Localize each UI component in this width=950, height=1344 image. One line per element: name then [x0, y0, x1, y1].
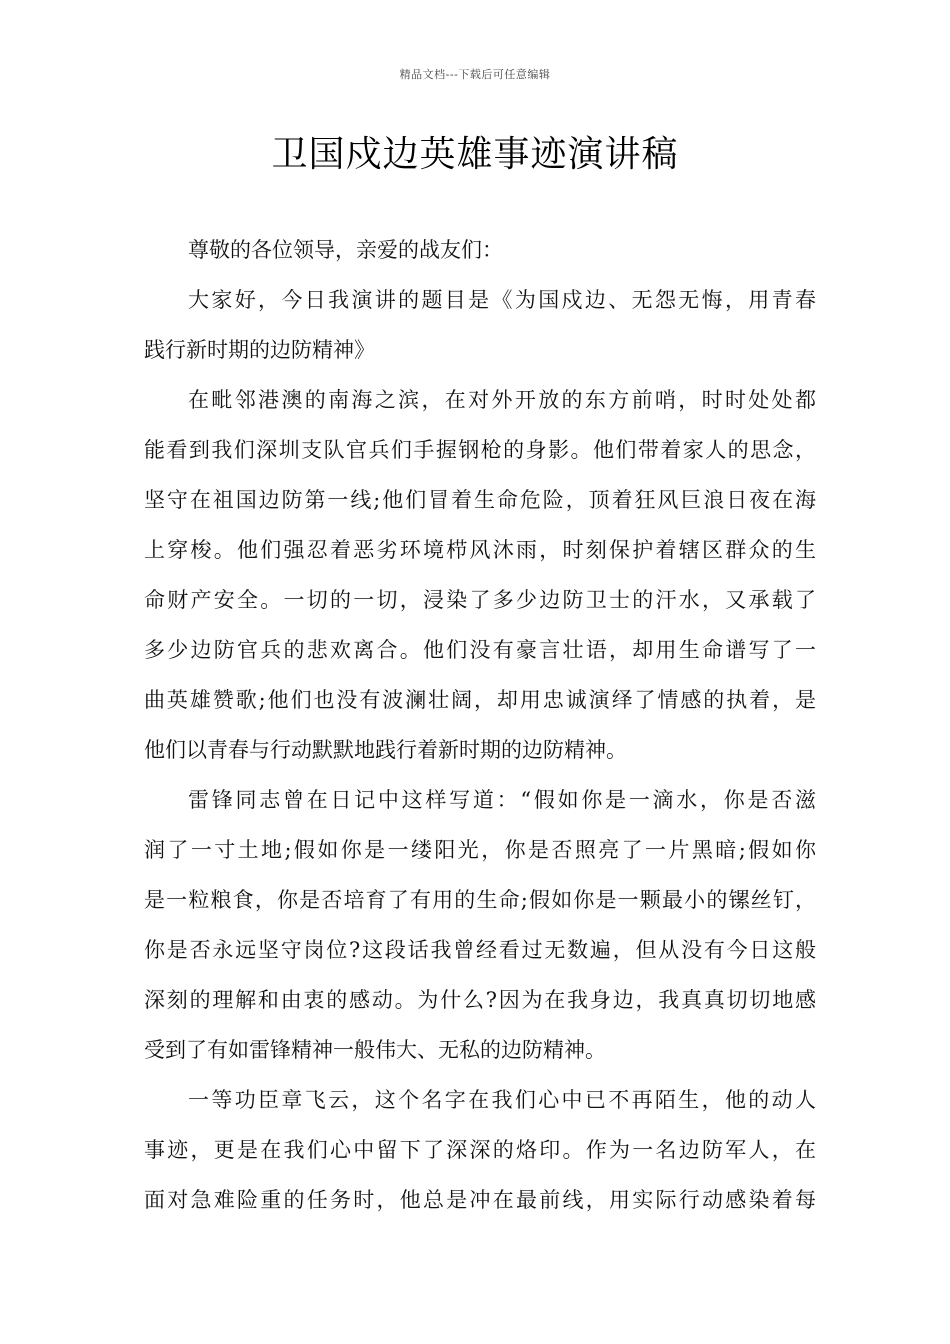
paragraph-line: 多少边防官兵的悲欢离合。他们没有豪言壮语，却用生命谱写了一	[144, 638, 816, 662]
paragraph-line: 能看到我们深圳支队官兵们手握钢枪的身影。他们带着家人的思念，	[144, 438, 816, 462]
paragraph-line: 在毗邻港澳的南海之滨，在对外开放的东方前哨，时时处处都	[188, 388, 816, 412]
paragraph-line: 他们以青春与行动默默地践行着新时期的边防精神。	[144, 738, 627, 762]
paragraph-line: 一等功臣章飞云，这个名字在我们心中已不再陌生，他的动人	[188, 1088, 816, 1112]
document-body	[144, 232, 816, 1232]
paragraph-line: 受到了有如雷锋精神一般伟大、无私的边防精神。	[144, 1038, 606, 1062]
paragraph-line: 上穿梭。他们强忍着恶劣环境栉风沐雨，时刻保护着辖区群众的生	[144, 538, 816, 562]
paragraph-line: 命财产安全。一切的一切，浸染了多少边防卫士的汗水，又承载了	[144, 588, 816, 612]
paragraph-line: 你是否永远坚守岗位?这段话我曾经看过无数遍，但从没有今日这般	[144, 938, 816, 962]
paragraph-line: 润了一寸土地;假如你是一缕阳光，你是否照亮了一片黑暗;假如你	[144, 838, 816, 862]
paragraph-line: 深刻的理解和由衷的感动。为什么?因为在我身边，我真真切切地感	[144, 988, 816, 1012]
paragraph-line: 坚守在祖国边防第一线;他们冒着生命危险，顶着狂风巨浪日夜在海	[144, 488, 816, 512]
paragraph-line: 雷锋同志曾在日记中这样写道：“假如你是一滴水，你是否滋	[188, 788, 816, 812]
paragraph-line: 曲英雄赞歌;他们也没有波澜壮阔，却用忠诚演绎了情感的执着，是	[144, 688, 816, 712]
paragraph-line: 大家好，今日我演讲的题目是《为国戍边、无怨无悔，用青春	[188, 288, 816, 312]
paragraph-line: 事迹，更是在我们心中留下了深深的烙印。作为一名边防军人，在	[144, 1138, 816, 1162]
document-title: 卫国戍边英雄事迹演讲稿	[271, 134, 679, 175]
paragraph-line: 面对急难险重的任务时，他总是冲在最前线，用实际行动感染着每	[144, 1188, 816, 1212]
paragraph-line: 是一粒粮食，你是否培育了有用的生命;假如你是一颗最小的镙丝钉，	[144, 888, 816, 912]
paragraph-line: 践行新时期的边防精神》	[144, 338, 375, 362]
header-note: 精品文档---下载后可任意编辑	[399, 68, 551, 81]
paragraph-line: 尊敬的各位领导，亲爱的战友们：	[188, 238, 503, 262]
